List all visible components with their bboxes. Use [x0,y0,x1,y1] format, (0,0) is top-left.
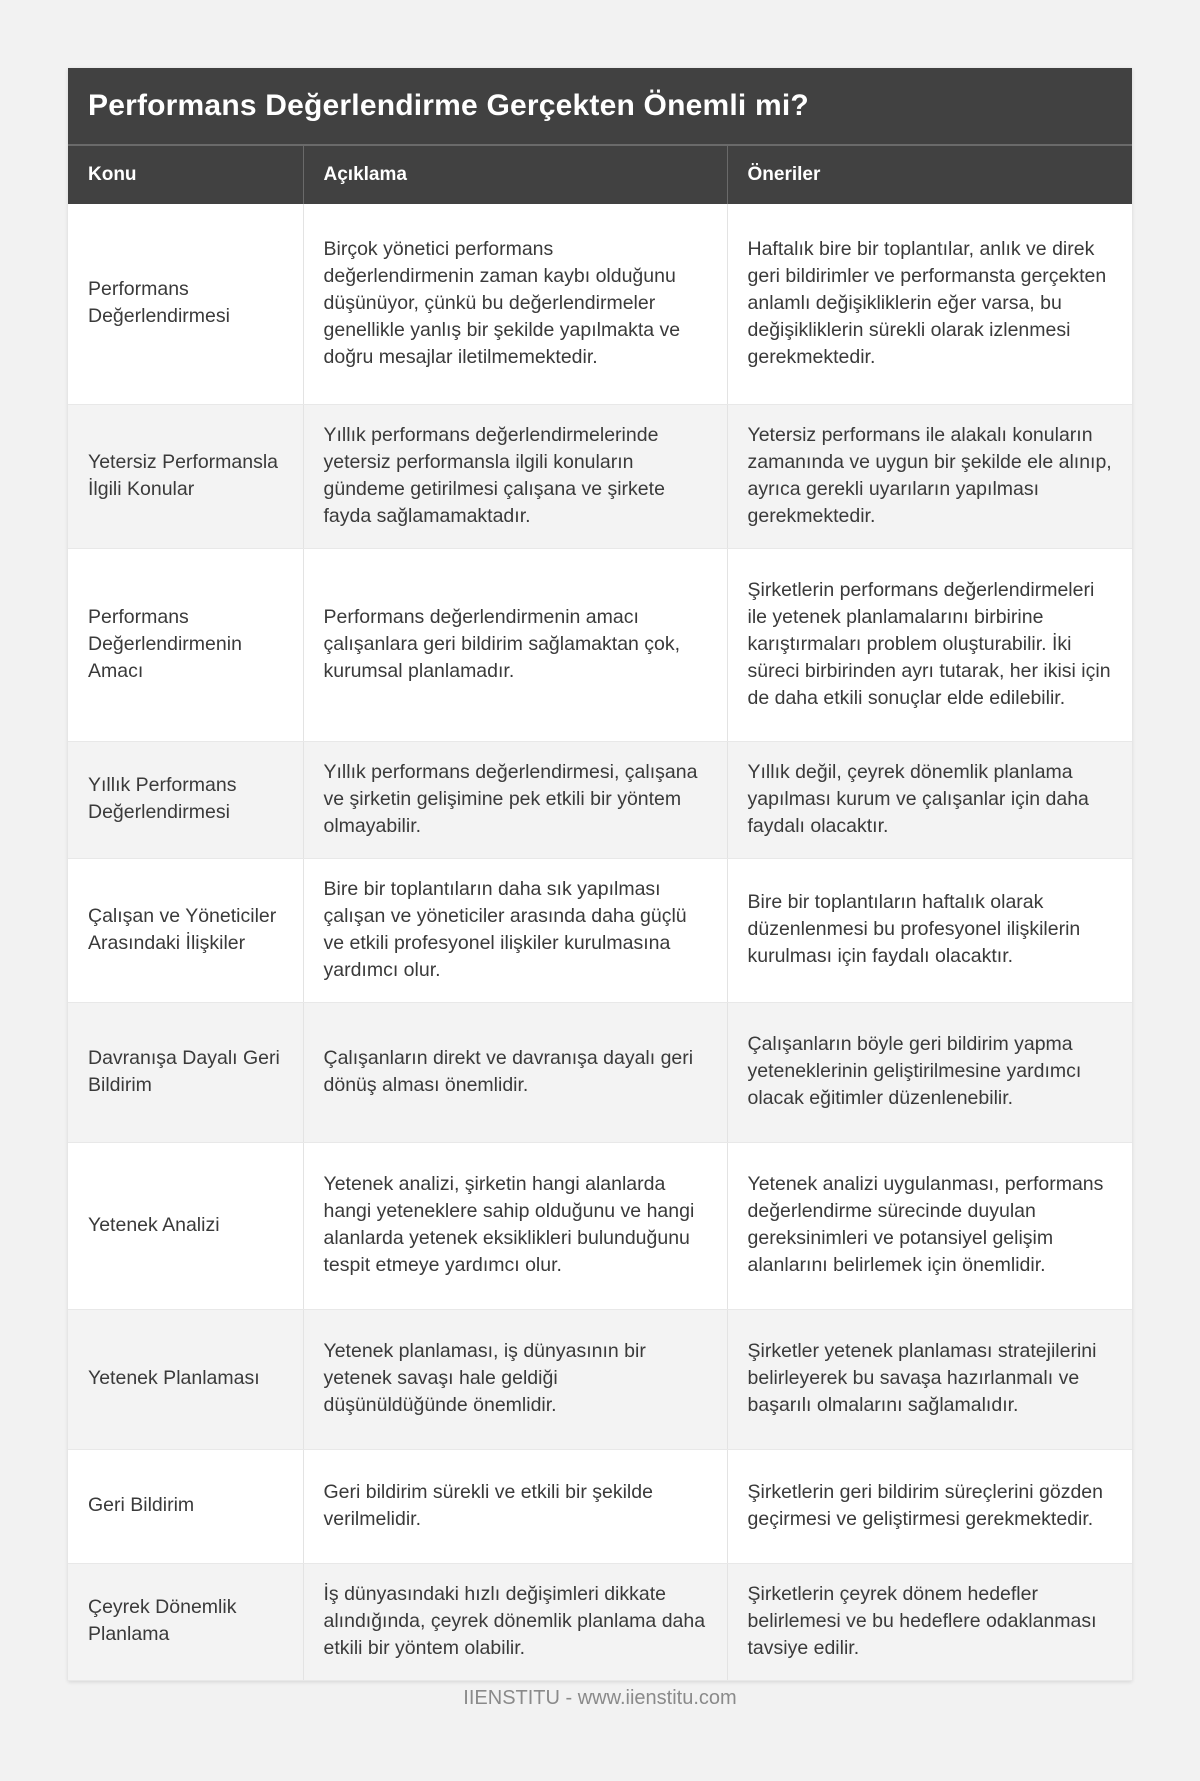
table-row [68,404,1132,548]
description-cell: Çalışanların direkt ve davranışa dayalı geri dönüş alması önemlidir. [303,1002,727,1142]
page-title: Performans Değerlendirme Gerçekten Önemli mi? [68,68,1132,144]
recommendation-cell: Yetersiz performans ile alakalı konuların zamanında ve uygun bir şekilde ele alınıp, ayrıca gerekli uyarıların yapılması gerekmektedir. [727,404,1132,548]
table-row [68,1449,1132,1563]
table-row [68,858,1132,1002]
topic-cell: Yetersiz Performansla İlgili Konular [68,404,303,548]
description-cell: Birçok yönetici performans değerlendirmenin zaman kaybı olduğunu düşünüyor, çünkü bu değerlendirmeler genellikle yanlış bir şekilde yapılmakta ve doğru mesajlar iletilmemektedir. [303,204,727,404]
description-cell: Yıllık performans değerlendirmesi, çalışana ve şirketin gelişimine pek etkili bir yöntem olmayabilir. [303,741,727,858]
table-row [68,548,1132,741]
topic-cell: Yetenek Analizi [68,1142,303,1309]
topic-cell: Çalışan ve Yöneticiler Arasındaki İlişkiler [68,858,303,1002]
description-cell: Geri bildirim sürekli ve etkili bir şekilde verilmelidir. [303,1449,727,1563]
recommendation-cell: Haftalık bire bir toplantılar, anlık ve direk geri bildirimler ve performansta gerçekten anlamlı değişikliklerin eğer varsa, bu değişikliklerin sürekli olarak izlenmesi gerekmektedir. [727,204,1132,404]
topic-cell: Çeyrek Dönemlik Planlama [68,1563,303,1680]
topic-cell: Performans Değerlendirmenin Amacı [68,548,303,741]
description-cell: Performans değerlendirmenin amacı çalışanlara geri bildirim sağlamaktan çok, kurumsal planlamadır. [303,548,727,741]
topic-cell: Performans Değerlendirmesi [68,204,303,404]
data-table [68,144,1132,1681]
table-card [68,68,1132,1681]
table-row [68,1563,1132,1680]
table-row [68,204,1132,404]
topic-cell: Davranışa Dayalı Geri Bildirim [68,1002,303,1142]
table-row [68,1309,1132,1449]
recommendation-cell: Yetenek analizi uygulanması, performans değerlendirme sürecinde duyulan gereksinimleri ve potansiyel gelişim alanlarını belirlemek için önemlidir. [727,1142,1132,1309]
table-row [68,1002,1132,1142]
recommendation-cell: Şirketlerin geri bildirim süreçlerini gözden geçirmesi ve geliştirmesi gerekmektedir. [727,1449,1132,1563]
recommendation-cell: Çalışanların böyle geri bildirim yapma yeteneklerinin geliştirilmesine yardımcı olacak eğitimler düzenlenebilir. [727,1002,1132,1142]
topic-cell: Yetenek Planlaması [68,1309,303,1449]
table-header [68,145,1132,204]
recommendation-cell: Bire bir toplantıların haftalık olarak düzenlenmesi bu profesyonel ilişkilerin kurulması için faydalı olacaktır. [727,858,1132,1002]
description-cell: Bire bir toplantıların daha sık yapılması çalışan ve yöneticiler arasında daha güçlü ve etkili profesyonel ilişkiler kurulmasına yardımcı olur. [303,858,727,1002]
column-header-description: Açıklama [303,145,727,204]
recommendation-cell: Şirketlerin çeyrek dönem hedefler belirlemesi ve bu hedeflere odaklanması tavsiye edilir. [727,1563,1132,1680]
topic-cell: Geri Bildirim [68,1449,303,1563]
description-cell: İş dünyasındaki hızlı değişimleri dikkate alındığında, çeyrek dönemlik planlama daha etkili bir yöntem olabilir. [303,1563,727,1680]
description-cell: Yıllık performans değerlendirmelerinde yetersiz performansla ilgili konuların gündeme getirilmesi çalışana ve şirkete fayda sağlamamaktadır. [303,404,727,548]
description-cell: Yetenek analizi, şirketin hangi alanlarda hangi yeteneklere sahip olduğunu ve hangi alanlarda yetenek eksiklikleri bulunduğunu tespit etmeye yardımcı olur. [303,1142,727,1309]
recommendation-cell: Şirketler yetenek planlaması stratejilerini belirleyerek bu savaşa hazırlanmalı ve başarılı olmalarını sağlamalıdır. [727,1309,1132,1449]
table-row [68,741,1132,858]
table-body [68,204,1132,1680]
footer-credit: IIENSTITU - www.iienstitu.com [463,1687,737,1709]
column-header-topic: Konu [68,145,303,204]
column-header-recommendation: Öneriler [727,145,1132,204]
header-row [68,145,1132,204]
topic-cell: Yıllık Performans Değerlendirmesi [68,741,303,858]
recommendation-cell: Yıllık değil, çeyrek dönemlik planlama yapılması kurum ve çalışanlar için daha faydalı olacaktır. [727,741,1132,858]
table-row [68,1142,1132,1309]
description-cell: Yetenek planlaması, iş dünyasının bir yetenek savaşı hale geldiği düşünüldüğünde önemlidir. [303,1309,727,1449]
recommendation-cell: Şirketlerin performans değerlendirmeleri ile yetenek planlamalarını birbirine karıştırmaları problem oluşturabilir. İki süreci birbirinden ayrı tutarak, her ikisi için de daha etkili sonuçlar elde edilebilir. [727,548,1132,741]
